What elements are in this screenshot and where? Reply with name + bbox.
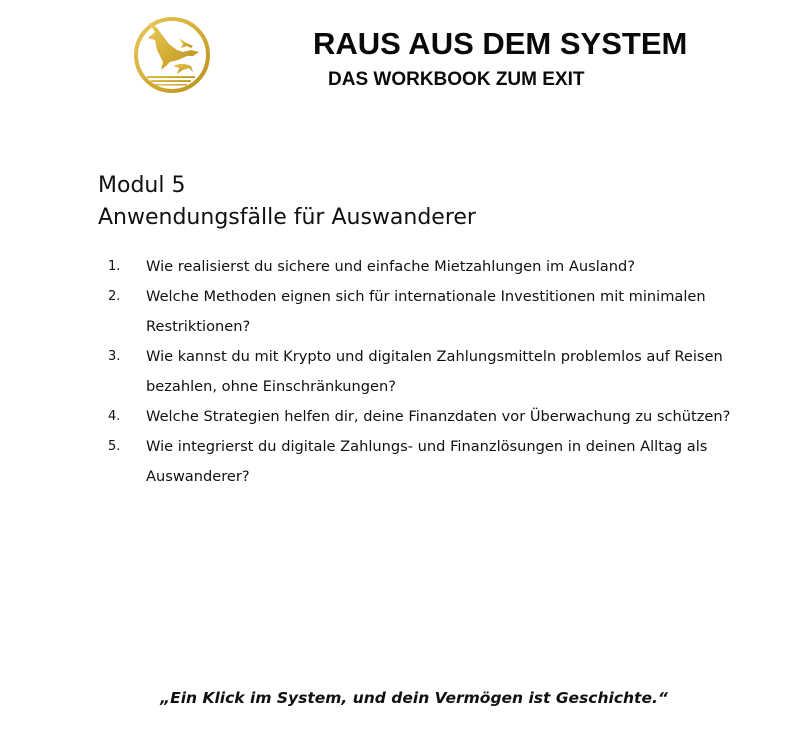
- module-label: Modul 5: [98, 173, 186, 198]
- book-subtitle: DAS WORKBOOK ZUM EXIT: [328, 69, 585, 90]
- question-number: 2.: [108, 289, 121, 304]
- list-item: [108, 402, 748, 432]
- list-item: [108, 252, 748, 282]
- book-title: RAUS AUS DEM SYSTEM: [313, 26, 688, 61]
- list-item: [108, 282, 748, 342]
- footer-quote: „Ein Klick im System, und dein Vermögen ist Geschichte.“: [160, 689, 668, 707]
- question-text: Welche Methoden eignen sich für internationale Investitionen mit minimalen Restriktionen?: [146, 288, 706, 335]
- question-text: Wie kannst du mit Krypto und digitalen Zahlungsmitteln problemlos auf Reisen bezahlen, ohne Einschränkungen?: [146, 348, 723, 395]
- question-text: Wie integrierst du digitale Zahlungs- und Finanzlösungen in deinen Alltag als Auswanderer?: [146, 438, 708, 485]
- module-title: Anwendungsfälle für Auswanderer: [98, 205, 476, 230]
- question-text: Wie realisierst du sichere und einfache Mietzahlungen im Ausland?: [146, 258, 635, 275]
- question-number: 1.: [108, 259, 121, 274]
- question-number: 3.: [108, 349, 121, 364]
- question-text: Welche Strategien helfen dir, deine Finanzdaten vor Überwachung zu schützen?: [146, 408, 731, 425]
- list-item: [108, 342, 748, 402]
- golden-duck-emblem-icon: [133, 16, 211, 94]
- list-item: [108, 432, 748, 492]
- question-number: 5.: [108, 439, 121, 454]
- module-heading: [98, 170, 476, 234]
- question-number: 4.: [108, 409, 121, 424]
- question-list: [108, 252, 748, 492]
